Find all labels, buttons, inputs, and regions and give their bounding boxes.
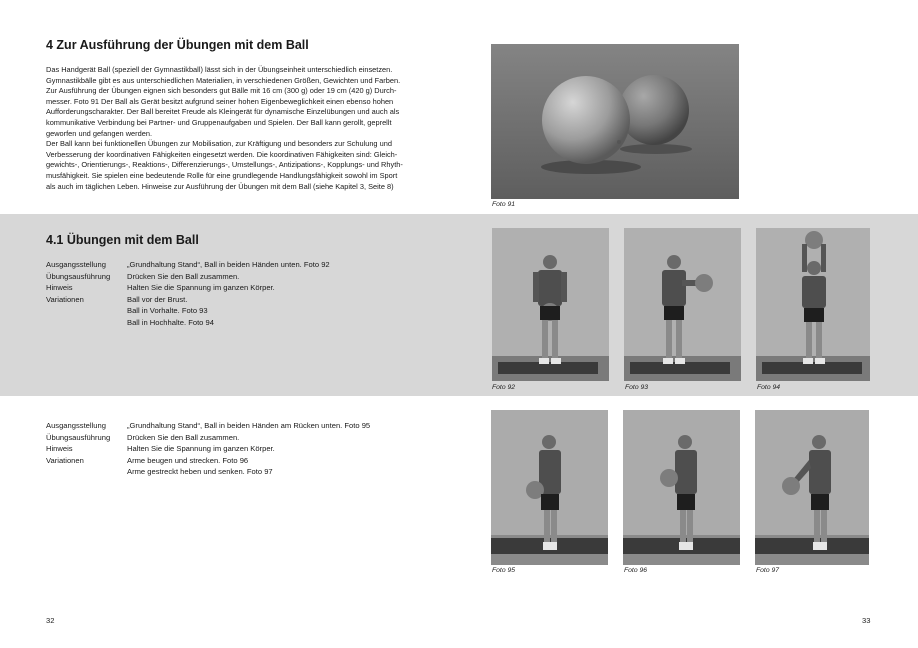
spec-value: Arme gestreckt heben und senken. Foto 97 <box>127 467 273 477</box>
photo-97-caption: Foto 97 <box>756 567 780 574</box>
page-number-left: 32 <box>46 616 55 625</box>
spec-row <box>46 432 446 444</box>
spec-value: Ball in Vorhalte. Foto 93 <box>127 306 208 316</box>
spec-label <box>46 317 127 329</box>
intro-paragraph: Das Handgerät Ball (speziell der Gymnastikball) lässt sich in der Übungseinheit unterschiedlich einsetzen. Gymnastikbälle gibt es aus unterschiedlichen Materialien, in verschiedenen Größen, Gewichten und Farben. Zur Ausführung der Übungen eignen sich besonders gut Bälle mit 16 cm (300 g) oder 19 cm (420 g) Durch- messer. Foto 91 Der Ball als Gerät besitzt aufgrund seiner hohen Eigenbeweglichkeit einen ebenso hohen Aufforderungscharakter. Der Ball bereitet Freude als Kleingerät für dynamische Einzelübungen und auch als kommunikative Verbindung bei Partner- und Gruppenaufgaben und Spielen. Der Ball kann gerollt, geprellt geworfen und gefangen werden. Der Ball kann bei funktionellen Übungen zur Mobilisation, zur Kräftigung und besonders zur Schulung und Verbesserung der koordinativen Fähigkeiten eingesetzt werden. Die koordinativen Fähigkeiten sind: Gleich- gewichts-, Orientierungs-, Reaktions-, Differenzierungs-, Umstellungs-, Antizipations-, Kopplungs- und Rhyth- musfähigkeit. Sie spielen eine bedeutende Rolle für eine grundlegende Handlungsfähigkeit sowohl im Sport als auch im täglichen Leben. Hinweise zur Ausführung der Übungen mit dem Ball (siehe Kapitel 3, Seite 8) <box>46 65 403 191</box>
photo-91-caption: Foto 91 <box>492 201 516 208</box>
spec-row <box>46 282 446 294</box>
photo-95-ball-behind-back <box>491 410 608 565</box>
spec-value: Ball vor der Brust. <box>127 294 188 304</box>
spec-label: Hinweis <box>46 444 73 454</box>
photo-94-caption: Foto 94 <box>757 384 781 391</box>
spec-row <box>46 305 446 317</box>
page-number-right: 33 <box>862 616 871 625</box>
spec-value: Halten Sie die Spannung im ganzen Körper. <box>127 444 275 454</box>
exercise-2-spec <box>46 420 446 478</box>
photo-92-ball-low-front <box>492 228 609 381</box>
spec-label: Übungsausführung <box>46 432 111 442</box>
photo-93-ball-forward <box>624 228 741 381</box>
spec-value: Halten Sie die Spannung im ganzen Körper. <box>127 283 275 293</box>
spec-row <box>46 466 446 478</box>
photo-96-caption: Foto 96 <box>624 567 648 574</box>
section-heading: 4.1 Übungen mit dem Ball <box>46 233 199 247</box>
photo-93-caption: Foto 93 <box>625 384 649 391</box>
spec-label: Ausgangsstellung <box>46 421 106 430</box>
spec-row <box>46 294 446 306</box>
photo-91-balls <box>491 44 739 199</box>
spec-label: Variationen <box>46 294 84 304</box>
photo-95-caption: Foto 95 <box>492 567 516 574</box>
spec-value: Drücken Sie den Ball zusammen. <box>127 271 240 281</box>
spec-row <box>46 443 446 455</box>
spec-label: Variationen <box>46 455 84 465</box>
spec-label <box>46 305 127 317</box>
spec-row <box>46 317 446 329</box>
photo-96-arms-bend <box>623 410 740 565</box>
spec-value: Ball in Hochhalte. Foto 94 <box>127 317 214 327</box>
spec-row <box>46 271 446 283</box>
spec-value: Arme beugen und strecken. Foto 96 <box>127 455 249 465</box>
spec-label <box>46 466 127 478</box>
photo-97-arms-raised-back <box>755 410 869 565</box>
spec-row <box>46 259 446 271</box>
spec-value: Drücken Sie den Ball zusammen. <box>127 432 240 442</box>
exercise-1-spec <box>46 259 446 329</box>
photo-92-caption: Foto 92 <box>492 384 516 391</box>
spec-value: „Grundhaltung Stand“, Ball in beiden Händen unten. Foto 92 <box>127 260 330 269</box>
spec-label: Ausgangsstellung <box>46 260 106 269</box>
spec-row <box>46 455 446 467</box>
spec-label: Hinweis <box>46 283 73 293</box>
chapter-heading: 4 Zur Ausführung der Übungen mit dem Ball <box>46 38 309 52</box>
spec-row <box>46 420 446 432</box>
spec-value: „Grundhaltung Stand“, Ball in beiden Händen am Rücken unten. Foto 95 <box>127 421 371 430</box>
photo-94-ball-overhead <box>756 228 870 381</box>
spec-label: Übungsausführung <box>46 271 111 281</box>
